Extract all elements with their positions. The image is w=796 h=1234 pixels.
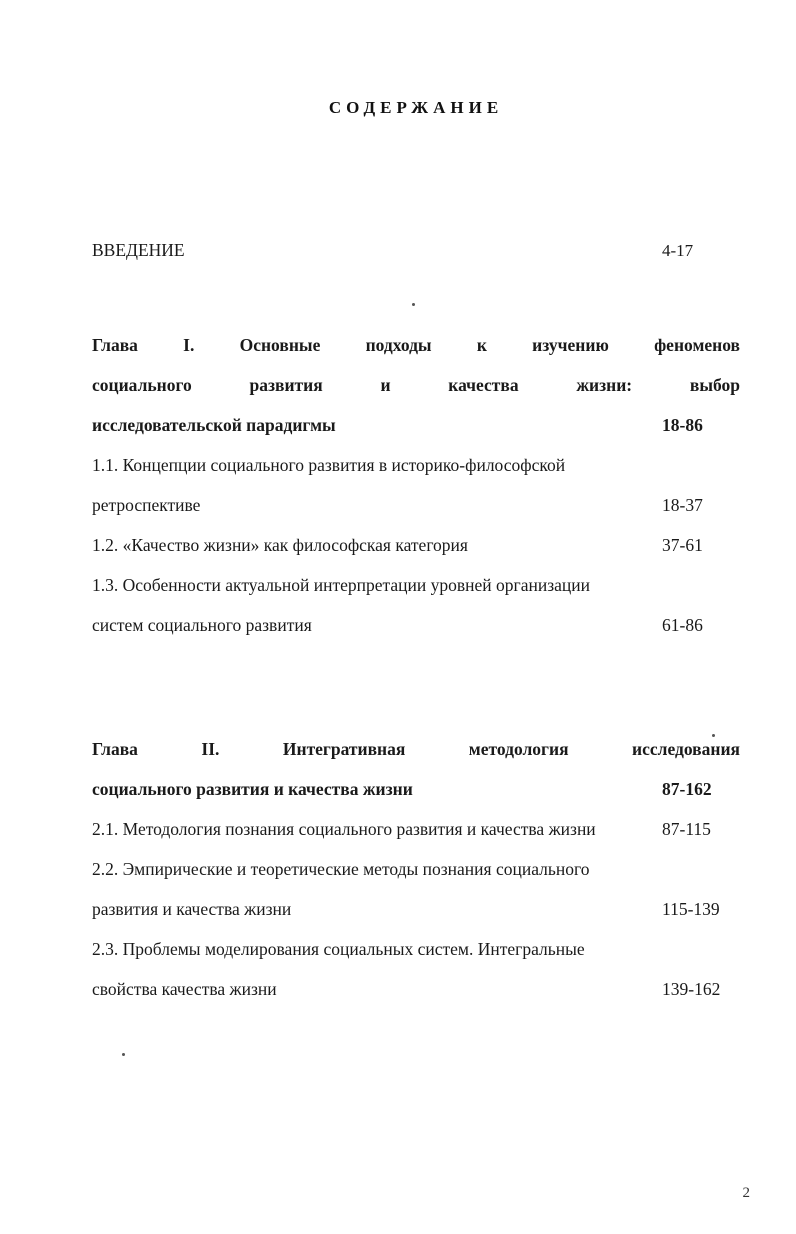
toc-entry-introduction[interactable] <box>92 230 740 271</box>
toc-section-label: 1.2. «Качество жизни» как философская категория <box>92 535 468 555</box>
toc-section-pages: 18-37 <box>662 495 703 515</box>
toc-section-line: 2.2. Эмпирические и теоретические методы познания социального <box>92 859 590 879</box>
toc-chapter-label: социального развития и качества жизни <box>92 779 413 799</box>
toc-section-1-1[interactable] <box>92 445 740 525</box>
toc-section-last-line <box>92 605 740 645</box>
toc-chapter-heading-line: Глава I. Основные подходы к изучению феноменов <box>92 335 740 355</box>
scan-speck <box>712 734 715 737</box>
toc-section-label: ретроспективе <box>92 495 201 515</box>
toc-section-line: 2.3. Проблемы моделирования социальных систем. Интегральные <box>92 939 585 959</box>
toc-section-2-2[interactable] <box>92 849 740 929</box>
toc-chapter-heading-line: социального развития и качества жизни: выбор <box>92 375 740 395</box>
table-of-contents <box>92 230 740 1009</box>
toc-section-1-2[interactable] <box>92 525 740 565</box>
toc-chapter-1 <box>92 325 740 645</box>
page-number: 2 <box>742 1185 750 1201</box>
toc-chapter-heading-line: Глава II. Интегративная методология исследования <box>92 739 740 759</box>
toc-section-pages: 87-115 <box>662 819 711 839</box>
toc-section-line: 1.3. Особенности актуальной интерпретации уровней организации <box>92 575 590 595</box>
toc-section-label: свойства качества жизни <box>92 979 277 999</box>
toc-section-pages: 139-162 <box>662 979 721 999</box>
toc-section-label: систем социального развития <box>92 615 312 635</box>
toc-chapter-label: исследовательской парадигмы <box>92 415 336 435</box>
toc-section-2-3[interactable] <box>92 929 740 1009</box>
toc-chapter-heading-last[interactable] <box>92 405 740 445</box>
toc-section-1-3[interactable] <box>92 565 740 645</box>
toc-section-pages: 61-86 <box>662 615 703 635</box>
scan-speck <box>412 303 415 306</box>
page-title: СОДЕРЖАНИЕ <box>328 98 504 117</box>
toc-entry-label: ВВЕДЕНИЕ <box>92 240 185 260</box>
toc-section-2-1[interactable] <box>92 809 740 849</box>
toc-section-pages: 115-139 <box>662 899 720 919</box>
toc-section-last-line <box>92 485 740 525</box>
page-content <box>92 0 740 1019</box>
scan-speck <box>122 1053 125 1056</box>
toc-section-label: развития и качества жизни <box>92 899 292 919</box>
toc-chapter-pages: 18-86 <box>662 415 703 435</box>
toc-section-last-line <box>92 969 740 1009</box>
toc-entry-pages: 4-17 <box>662 241 694 260</box>
toc-section-line: 1.1. Концепции социального развития в историко-философской <box>92 455 566 475</box>
section-spacer <box>92 655 740 729</box>
toc-section-pages: 37-61 <box>662 535 703 555</box>
toc-section-label: 2.1. Методология познания социального развития и качества жизни <box>92 819 596 839</box>
toc-chapter-2 <box>92 729 740 1009</box>
toc-section-last-line <box>92 889 740 929</box>
toc-chapter-heading-last[interactable] <box>92 769 740 809</box>
toc-chapter-pages: 87-162 <box>662 779 712 799</box>
